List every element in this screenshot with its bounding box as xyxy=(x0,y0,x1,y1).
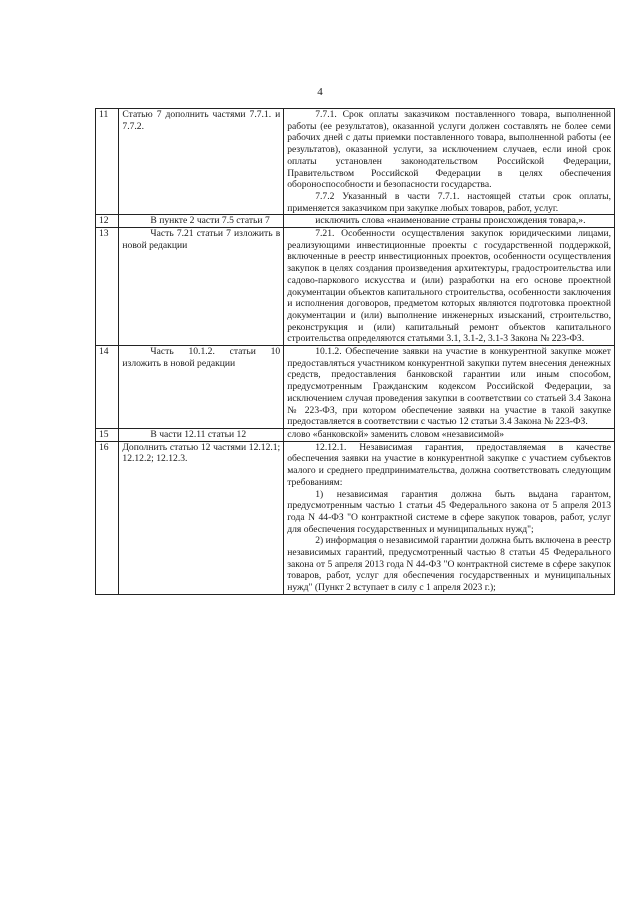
table-row xyxy=(96,441,615,594)
row-number: 13 xyxy=(96,228,119,346)
amendment-location: Статью 7 дополнить частями 7.7.1. и 7.7.2. xyxy=(119,109,284,215)
amendment-text xyxy=(284,441,615,594)
amendment-text xyxy=(284,346,615,429)
table-row xyxy=(96,215,615,228)
amendment-location: Часть 10.1.2. статьи 10 изложить в новой редакции xyxy=(119,346,284,429)
row-number: 11 xyxy=(96,109,119,215)
amendment-paragraph: 10.1.2. Обеспечение заявки на участие в конкурентной закупке может предоставляться участником конкурентной закупки путем внесения денежных средств, предоставления банковской гарантии или иным способом, предусмотренным Гражданским кодексом Российской Федерации, за исключением случая проведения закупки в соответствии со статьей 3.4 Закона № 223-ФЗ, при котором обеспечение заявки на участие в такой закупке предоставляется в соответствии с частью 12 статьи 3.4 Закона № 223-ФЗ. xyxy=(287,346,611,428)
row-number: 15 xyxy=(96,428,119,441)
table-row xyxy=(96,109,615,215)
amendment-paragraph: 7.21. Особенности осуществления закупок юридическими лицами, реализующими инвестиционные проекты с государственной поддержкой, включенные в реестр инвестиционных проектов, особенности осуществления закупок в целях создания произведения архитектуры, градостроительства или садово-паркового искусства и (или) разработки на его основе проектной документации объектов капитального строительства, особенности заключения и исполнения договоров, предметом которых являются подготовка проектной документации и (или) выполнение инженерных изысканий, строительство, реконструкция и (или) капитальный ремонт объектов капитального строительства определяются статьями 3.1, 3.1-2, 3.1-3 Закона № 223-ФЗ. xyxy=(287,228,611,345)
amendment-paragraph: слово «банковской» заменить словом «независимой» xyxy=(287,428,505,440)
amendment-paragraph: исключить слова «наименование страны происхождения товара,». xyxy=(315,215,586,227)
amendment-paragraph: 1) независимая гарантия должна быть выдана гарантом, предусмотренным частью 1 статьи 45 Федерального закона от 5 апреля 2013 года N 44-ФЗ "О контрактной системе в сфере закупок товаров, работ, услуг для обеспечения государственных и муниципальных нужд"; xyxy=(287,488,611,535)
table-row xyxy=(96,428,615,441)
row-number: 16 xyxy=(96,441,119,594)
amendment-text xyxy=(284,428,615,441)
amendment-paragraph: 2) информация о независимой гарантии должна быть включена в реестр независимых гарантий, предусмотренный частью 8 статьи 45 Федерального закона от 5 апреля 2013 года N 44-ФЗ "О контрактной системе в сфере закупок товаров, работ, услуг для обеспечения государственных и муниципальных нужд" (Пункт 2 вступает в силу с 1 апреля 2023 г.); xyxy=(287,535,611,594)
amendment-text xyxy=(284,109,615,215)
table-row xyxy=(96,346,615,429)
table-row xyxy=(96,228,615,346)
amendment-location: Часть 7.21 статьи 7 изложить в новой редакции xyxy=(119,228,284,346)
amendment-text xyxy=(284,215,615,228)
row-number: 12 xyxy=(96,215,119,228)
row-number: 14 xyxy=(96,346,119,429)
page-number: 4 xyxy=(317,86,323,98)
amendment-location: В части 12.11 статьи 12 xyxy=(119,428,284,441)
amendment-paragraph: 12.12.1. Независимая гарантия, предоставляемая в качестве обеспечения заявки на участие в конкурентной закупке с участием субъектов малого и среднего предпринимательства, должна соответствовать следующим требованиям: xyxy=(287,441,611,488)
amendment-paragraph: 7.7.1. Срок оплаты заказчиком поставленного товара, выполненной работы (ее результатов), оказанной услуги должен составлять не более семи рабочих дней с даты приемки поставленного товара, выполненной работы (ее результатов), оказанной услуги, за исключением случаев, если иной срок оплаты установлен законодательством Российской Федерации, Правительством Российской Федерации в целях обеспечения обороноспособности и безопасности государства. xyxy=(287,109,611,191)
amendment-paragraph: 7.7.2 Указанный в части 7.7.1. настоящей статьи срок оплаты, применяется заказчиком при закупке любых товаров, работ, услуг. xyxy=(287,190,611,214)
amendment-location: Дополнить статью 12 частями 12.12.1; 12.12.2; 12.12.3. xyxy=(119,441,284,594)
amendments-table xyxy=(95,108,615,595)
amendment-location: В пункте 2 части 7.5 статьи 7 xyxy=(119,215,284,228)
amendment-text xyxy=(284,228,615,346)
